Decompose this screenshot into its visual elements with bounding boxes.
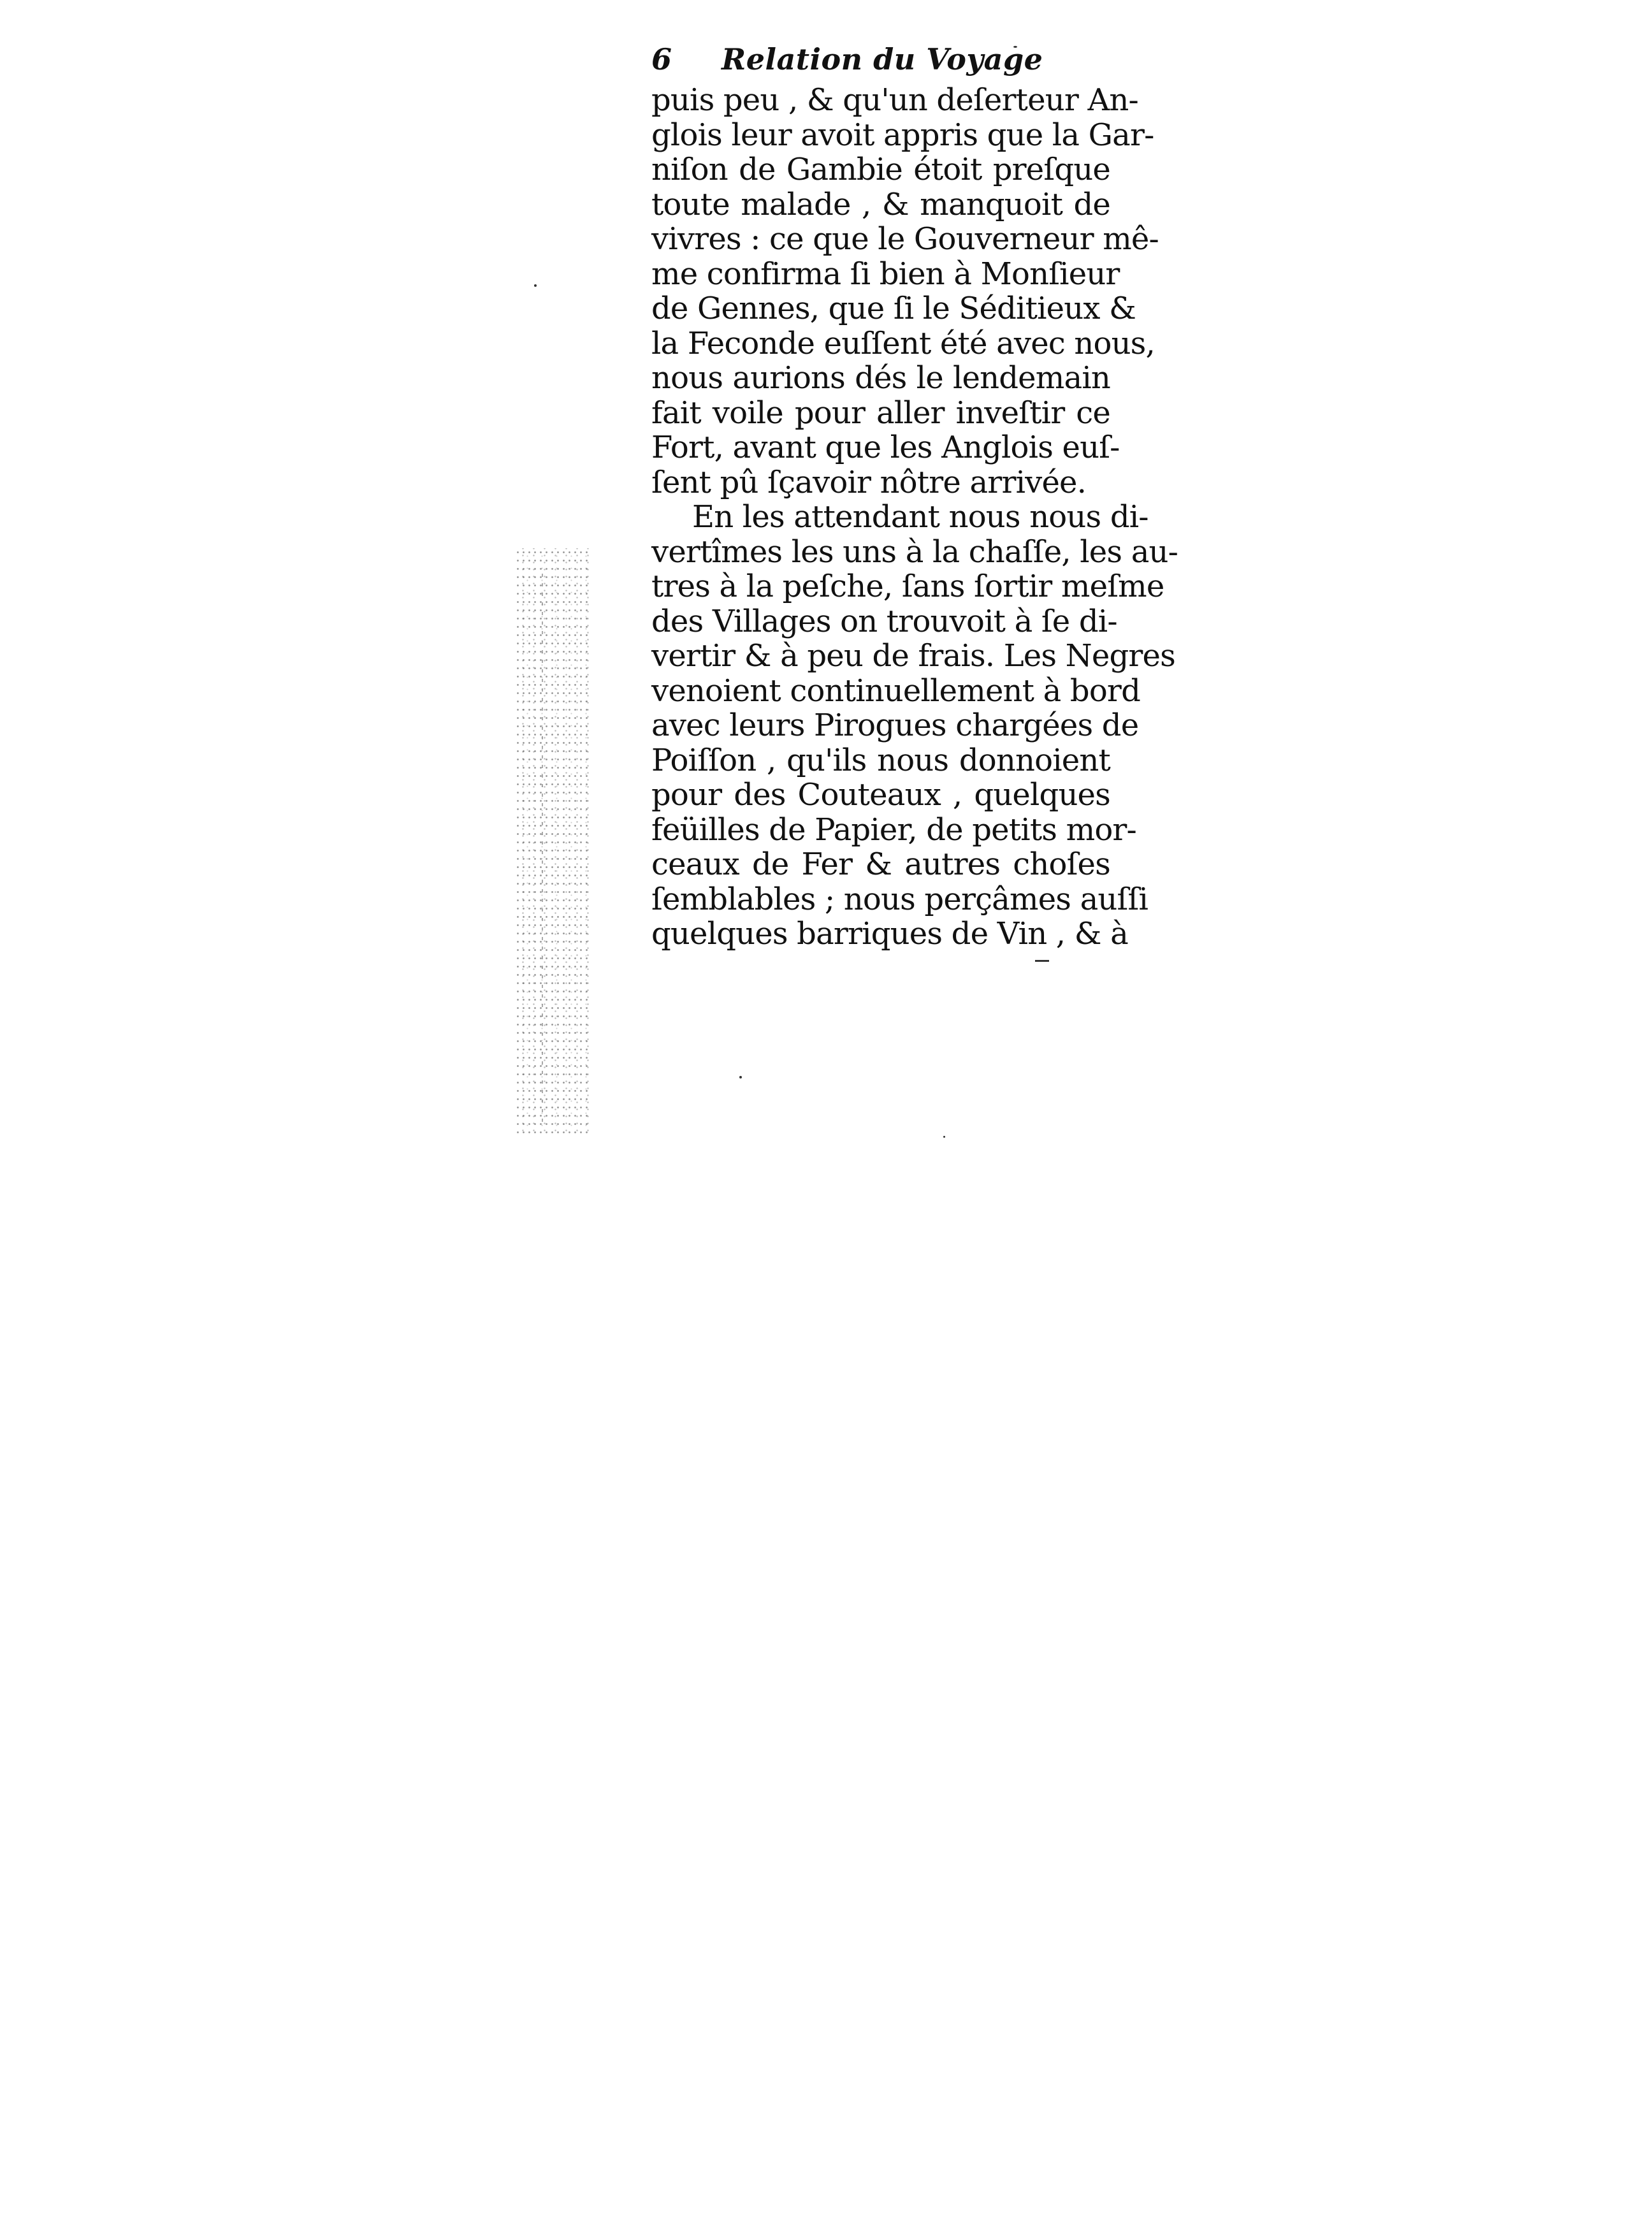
- text-line: fait voile pour aller inveſtir ce: [651, 395, 1110, 431]
- text-line: vivres : ce que le Gouverneur mê-: [651, 221, 1159, 257]
- text-line: vertir & à peu de frais. Les Negres: [651, 638, 1175, 674]
- text-line: feüilles de Papier, de petits mor-: [651, 811, 1136, 848]
- scan-speck: [739, 1076, 742, 1078]
- text-line: En les attendant nous nous di-: [692, 499, 1148, 535]
- text-line: tres à la peſche, ſans ſortir meſme: [651, 569, 1164, 604]
- text-line: puis peu , & qu'un deſerteur An-: [651, 82, 1138, 118]
- text-line: de Gennes, que ſi le Séditieux &: [651, 291, 1136, 326]
- text-line: la Feconde euſſent été avec nous,: [651, 325, 1155, 361]
- catchword-dash: [1035, 960, 1049, 962]
- text-line: venoient continuellement à bord: [651, 672, 1140, 709]
- running-head-title: Relation du Voyage: [721, 42, 1043, 76]
- text-line: quelques barriques de Vin , & à: [651, 916, 1128, 952]
- paragraph-1: [651, 82, 1159, 500]
- text-line: pour des Couteaux , quelques: [651, 777, 1110, 813]
- text-line: nous aurions dés le lendemain: [651, 360, 1110, 396]
- paragraph-2: [651, 499, 1178, 952]
- text-line: ſent pû ſçavoir nôtre arrivée.: [651, 464, 1087, 500]
- scan-edge-noise: [515, 548, 591, 1135]
- text-line: me confirma ſi bien à Monſieur: [651, 256, 1120, 292]
- scan-speck: [534, 284, 537, 287]
- running-head: [651, 37, 1110, 83]
- text-line: glois leur avoit appris que la Gar-: [651, 117, 1154, 153]
- scan-speck: [943, 1136, 945, 1138]
- text-line: ceaux de Fer & autres choſes: [651, 846, 1110, 882]
- scan-edge-line: [542, 574, 543, 1122]
- text-line: niſon de Gambie étoit preſque: [651, 152, 1110, 187]
- page-number: 6: [651, 42, 672, 76]
- text-line: Poiſſon , qu'ils nous donnoient: [651, 742, 1110, 778]
- text-line: toute malade , & manquoit de: [651, 186, 1110, 222]
- text-line: vertîmes les uns à la chaſſe, les au-: [651, 534, 1178, 570]
- text-line: des Villages on trouvoit à ſe di-: [651, 603, 1117, 639]
- text-line: Fort, avant que les Anglois euſ-: [651, 430, 1120, 465]
- text-block: [651, 37, 1178, 952]
- text-line: ſemblables ; nous perçâmes auſſi: [651, 881, 1148, 917]
- text-line: avec leurs Pirogues chargées de: [651, 708, 1139, 743]
